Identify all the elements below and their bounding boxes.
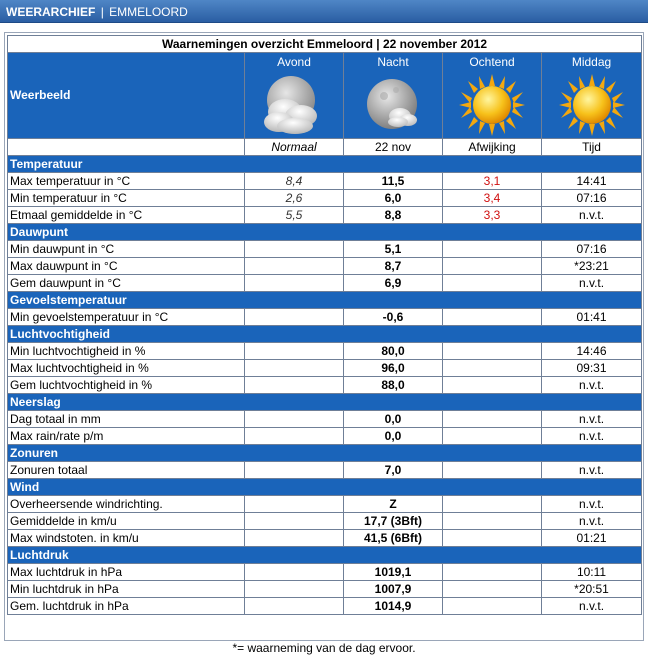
- date-header: 22 nov: [344, 139, 443, 156]
- deviation-value: [443, 377, 542, 394]
- top-bar: [0, 0, 648, 23]
- observed-value: 80,0: [344, 343, 443, 360]
- sun-icon: [557, 72, 627, 138]
- section-header: [8, 326, 642, 343]
- section-title: Dauwpunt: [8, 224, 642, 241]
- section-title: Wind: [8, 479, 642, 496]
- observed-value: 1019,1: [344, 564, 443, 581]
- period-nacht: [344, 53, 443, 139]
- observed-value: 0,0: [344, 428, 443, 445]
- period-avond: [245, 53, 344, 139]
- time-value: 01:41: [542, 309, 642, 326]
- normal-value: [245, 360, 344, 377]
- observed-value: 11,5: [344, 173, 443, 190]
- section-header: [8, 445, 642, 462]
- row-label: Min luchtvochtigheid in %: [8, 343, 245, 360]
- table-row: [8, 258, 642, 275]
- table-row: [8, 530, 642, 547]
- time-value: n.v.t.: [542, 462, 642, 479]
- normal-value: [245, 428, 344, 445]
- brand-label: WEERARCHIEF: [6, 5, 96, 19]
- row-label: Zonuren totaal: [8, 462, 245, 479]
- time-value: 07:16: [542, 241, 642, 258]
- observed-value: 6,9: [344, 275, 443, 292]
- normal-value: [245, 411, 344, 428]
- deviation-value: [443, 275, 542, 292]
- table-row: [8, 173, 642, 190]
- normaal-header: Normaal: [245, 139, 344, 156]
- section-title: Gevoelstemperatuur: [8, 292, 642, 309]
- section-title: Temperatuur: [8, 156, 642, 173]
- section-header: [8, 292, 642, 309]
- time-value: 07:16: [542, 190, 642, 207]
- observed-value: 8,7: [344, 258, 443, 275]
- table-row: [8, 411, 642, 428]
- row-label: Max temperatuur in °C: [8, 173, 245, 190]
- time-value: n.v.t.: [542, 513, 642, 530]
- period-label: Ochtend: [469, 55, 515, 69]
- normal-value: 5,5: [245, 207, 344, 224]
- normal-value: [245, 275, 344, 292]
- table-row: [8, 343, 642, 360]
- row-label: Max luchtdruk in hPa: [8, 564, 245, 581]
- row-label: Min temperatuur in °C: [8, 190, 245, 207]
- deviation-value: [443, 343, 542, 360]
- row-label: Gem. luchtdruk in hPa: [8, 598, 245, 615]
- tijd-header: Tijd: [542, 139, 642, 156]
- table-row: [8, 598, 642, 615]
- observed-value: 96,0: [344, 360, 443, 377]
- deviation-value: [443, 598, 542, 615]
- normal-value: [245, 496, 344, 513]
- time-value: n.v.t.: [542, 207, 642, 224]
- table-row: [8, 377, 642, 394]
- time-value: *20:51: [542, 581, 642, 598]
- row-label: Min luchtdruk in hPa: [8, 581, 245, 598]
- period-label: Middag: [571, 55, 612, 69]
- observed-value: 88,0: [344, 377, 443, 394]
- time-value: 01:21: [542, 530, 642, 547]
- observed-value: -0,6: [344, 309, 443, 326]
- observed-value: 0,0: [344, 411, 443, 428]
- deviation-value: 3,4: [443, 190, 542, 207]
- deviation-value: [443, 241, 542, 258]
- deviation-value: [443, 360, 542, 377]
- time-value: 10:11: [542, 564, 642, 581]
- row-label: Gemiddelde in km/u: [8, 513, 245, 530]
- row-label: Min gevoelstemperatuur in °C: [8, 309, 245, 326]
- observed-value: 1014,9: [344, 598, 443, 615]
- title-row: [8, 36, 642, 53]
- deviation-value: [443, 564, 542, 581]
- normal-value: [245, 377, 344, 394]
- time-value: n.v.t.: [542, 496, 642, 513]
- deviation-value: [443, 496, 542, 513]
- normal-value: [245, 343, 344, 360]
- deviation-value: [443, 581, 542, 598]
- table-row: [8, 207, 642, 224]
- observed-value: 8,8: [344, 207, 443, 224]
- row-label: Max windstoten. in km/u: [8, 530, 245, 547]
- period-label: Nacht: [377, 55, 409, 69]
- time-value: n.v.t.: [542, 377, 642, 394]
- footnote: *= waarneming van de dag ervoor.: [232, 641, 416, 655]
- section-header: [8, 224, 642, 241]
- deviation-value: [443, 428, 542, 445]
- location-label: EMMELOORD: [109, 5, 188, 19]
- table-row: [8, 309, 642, 326]
- weerbeeld-label: Weerbeeld: [8, 53, 245, 139]
- observed-value: 41,5 (6Bft): [344, 530, 443, 547]
- section-header: [8, 156, 642, 173]
- table-row: [8, 581, 642, 598]
- row-label: Etmaal gemiddelde in °C: [8, 207, 245, 224]
- row-label: Min dauwpunt in °C: [8, 241, 245, 258]
- time-value: 14:41: [542, 173, 642, 190]
- deviation-value: [443, 258, 542, 275]
- table-row: [8, 513, 642, 530]
- deviation-value: 3,3: [443, 207, 542, 224]
- page-title: Waarnemingen overzicht Emmeloord | 22 november 2012: [8, 36, 642, 53]
- observations-table: [7, 35, 642, 615]
- period-middag: [542, 53, 642, 139]
- table-row: [8, 360, 642, 377]
- time-value: n.v.t.: [542, 411, 642, 428]
- moon-cloud-icon: [358, 72, 428, 138]
- normal-value: [245, 598, 344, 615]
- observed-value: 6,0: [344, 190, 443, 207]
- normal-value: [245, 581, 344, 598]
- section-header: [8, 479, 642, 496]
- section-header: [8, 394, 642, 411]
- cloudy-moon-icon: [259, 72, 329, 138]
- normal-value: [245, 564, 344, 581]
- row-label: Max dauwpunt in °C: [8, 258, 245, 275]
- deviation-value: 3,1: [443, 173, 542, 190]
- row-label: Max rain/rate p/m: [8, 428, 245, 445]
- table-row: [8, 275, 642, 292]
- observed-value: 7,0: [344, 462, 443, 479]
- deviation-value: [443, 530, 542, 547]
- weerbeeld-row: [8, 53, 642, 139]
- time-value: n.v.t.: [542, 598, 642, 615]
- normal-value: [245, 258, 344, 275]
- deviation-value: [443, 513, 542, 530]
- observed-value: 17,7 (3Bft): [344, 513, 443, 530]
- sun-icon: [457, 72, 527, 138]
- row-label: Max luchtvochtigheid in %: [8, 360, 245, 377]
- section-title: Zonuren: [8, 445, 642, 462]
- row-label: Overheersende windrichting.: [8, 496, 245, 513]
- time-value: n.v.t.: [542, 428, 642, 445]
- normal-value: 2,6: [245, 190, 344, 207]
- normal-value: [245, 513, 344, 530]
- section-title: Neerslag: [8, 394, 642, 411]
- table-row: [8, 190, 642, 207]
- row-label: Gem dauwpunt in °C: [8, 275, 245, 292]
- time-value: *23:21: [542, 258, 642, 275]
- normal-value: [245, 462, 344, 479]
- normal-value: [245, 530, 344, 547]
- normal-value: [245, 309, 344, 326]
- observed-value: Z: [344, 496, 443, 513]
- row-label: Dag totaal in mm: [8, 411, 245, 428]
- row-label: Gem luchtvochtigheid in %: [8, 377, 245, 394]
- period-ochtend: [443, 53, 542, 139]
- normal-value: [245, 241, 344, 258]
- table-row: [8, 564, 642, 581]
- deviation-value: [443, 462, 542, 479]
- empty-header-cell: [8, 139, 245, 156]
- header-separator: |: [100, 5, 104, 19]
- section-title: Luchtdruk: [8, 547, 642, 564]
- table-row: [8, 241, 642, 258]
- observed-value: 5,1: [344, 241, 443, 258]
- time-value: n.v.t.: [542, 275, 642, 292]
- table-row: [8, 428, 642, 445]
- normal-value: 8,4: [245, 173, 344, 190]
- period-label: Avond: [277, 55, 311, 69]
- afwijking-header: Afwijking: [443, 139, 542, 156]
- column-header-row: [8, 139, 642, 156]
- deviation-value: [443, 309, 542, 326]
- time-value: 09:31: [542, 360, 642, 377]
- table-row: [8, 462, 642, 479]
- time-value: 14:46: [542, 343, 642, 360]
- table-row: [8, 496, 642, 513]
- deviation-value: [443, 411, 542, 428]
- observed-value: 1007,9: [344, 581, 443, 598]
- section-header: [8, 547, 642, 564]
- section-title: Luchtvochtigheid: [8, 326, 642, 343]
